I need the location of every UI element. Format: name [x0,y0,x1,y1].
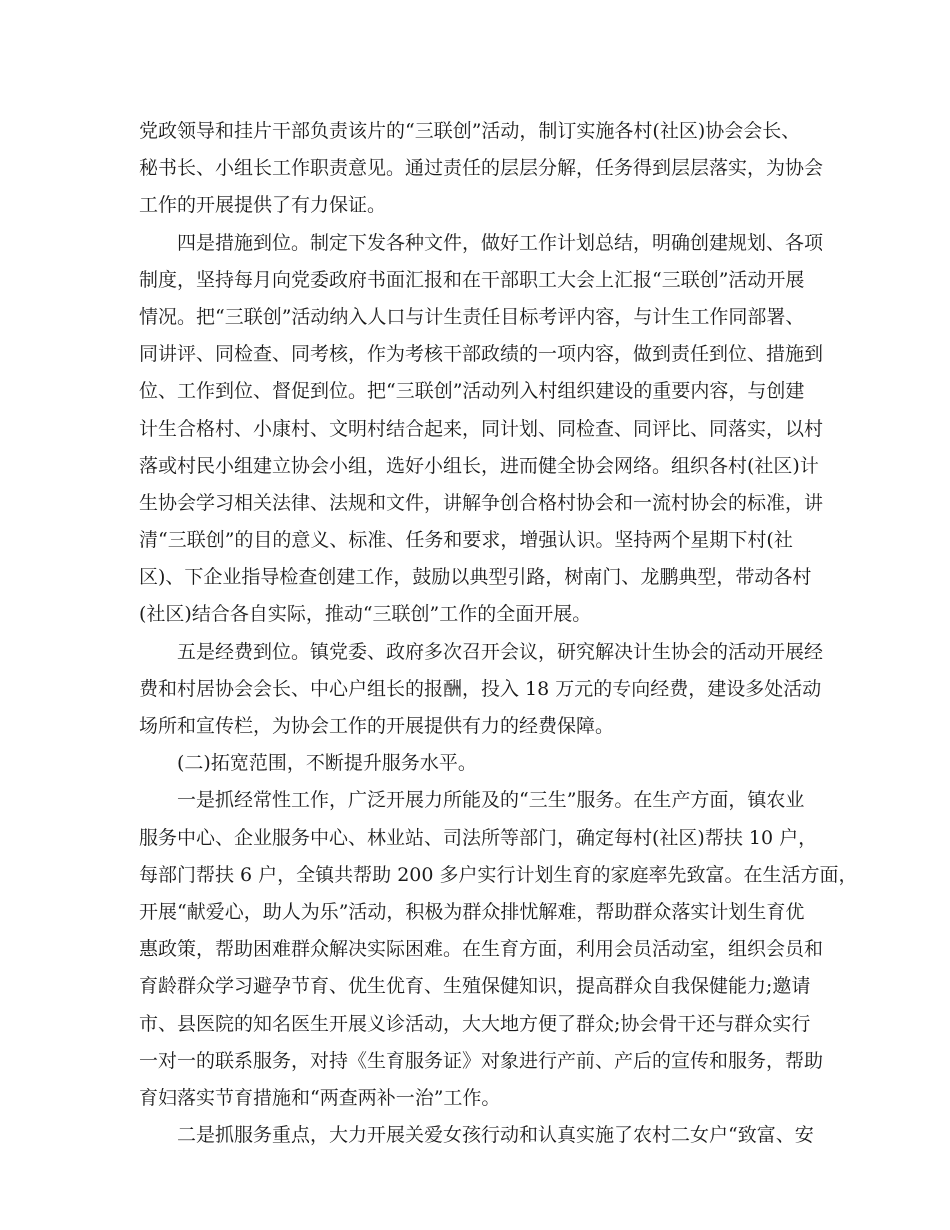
paragraph-first-line: 四是措施到位。制定下发各种文件，做好工作计划总结，明确创建规划、各项 [177,231,824,254]
paragraph-first-line: 二是抓服务重点，大力开展关爱女孩行动和认真实施了农村二女户“致富、安 [177,1124,814,1147]
text-line: 工作的开展提供了有力保证。 [139,194,387,217]
text-line: 清“三联创”的目的意义、标准、任务和要求，增强认识。坚持两个星期下村(社 [139,529,793,552]
text-line: 育妇落实节育措施和“两查两补一治”工作。 [139,1086,501,1109]
text-line: 落或村民小组建立协会小组，选好小组长，进而健全协会网络。组织各村(社区)计 [139,454,819,477]
text-line: 区)、下企业指导检查创建工作，鼓励以典型引路，树南门、龙鹏典型，带动各村 [139,566,812,589]
text-line: 场所和宣传栏，为协会工作的开展提供有力的经费保障。 [139,715,615,737]
text-line: 党政领导和挂片干部负责该片的“三联创”活动，制订实施各村(社区)协会会长、 [139,120,801,142]
text-line: 开展“献爱心，助人为乐”活动，积极为群众排忧解难，帮助群众落实计划生育优 [139,900,805,923]
document-body [139,113,858,1154]
text-line: 计生合格村、小康村、文明村结合起来，同计划、同检查、同评比、同落实，以村 [139,417,824,440]
text-line: 一对一的联系服务，对持《生育服务证》对象进行产前、产后的宣传和服务，帮助 [139,1049,824,1072]
text-line: 位、工作到位、督促到位。把“三联创”活动列入村组织建设的重要内容，与创建 [139,380,805,403]
text-line: 费和村居协会会长、中心户组长的报酬，投入 18 万元的专向经费，建设多处活动 [139,677,822,700]
paragraph-first-line: (二)拓宽范围，不断提升服务水平。 [177,752,477,775]
text-line: 同讲评、同检查、同考核，作为考核干部政绩的一项内容，做到责任到位、措施到 [139,343,824,366]
text-line: (社区)结合各自实际，推动“三联创”工作的全面开展。 [139,603,592,626]
text-line: 惠政策，帮助困难群众解决实际困难。在生育方面，利用会员活动室，组织会员和 [139,938,824,961]
text-line: 秘书长、小组长工作职责意见。通过责任的层层分解，任务得到层层落实，为协会 [139,157,824,180]
text-line: 制度，坚持每月向党委政府书面汇报和在干部职工大会上汇报“三联创”活动开展 [139,268,805,291]
text-line: 生协会学习相关法律、法规和文件，讲解争创合格村协会和一流村协会的标准，讲 [139,491,824,514]
text-line: 情况。把“三联创”活动纳入人口与计生责任目标考评内容，与计生工作同部署、 [139,305,805,328]
paragraph-first-line: 一是抓经常性工作，广泛开展力所能及的“三生”服务。在生产方面，镇农业 [177,789,805,812]
text-line: 育龄群众学习避孕节育、优生优育、生殖保健知识，提高群众自我保健能力;邀请 [139,975,811,998]
text-line: 每部门帮扶 6 户，全镇共帮助 200 多户实行计划生育的家庭率先致富。在生活方面， [139,863,858,886]
text-line: 服务中心、企业服务中心、林业站、司法所等部门，确定每村(社区)帮扶 10 户， [139,826,818,849]
text-line: 市、县医院的知名医生开展义诊活动，大大地方便了群众;协会骨干还与群众实行 [139,1012,811,1035]
paragraph-first-line: 五是经费到位。镇党委、政府多次召开会议，研究解决计生协会的活动开展经 [177,640,824,663]
